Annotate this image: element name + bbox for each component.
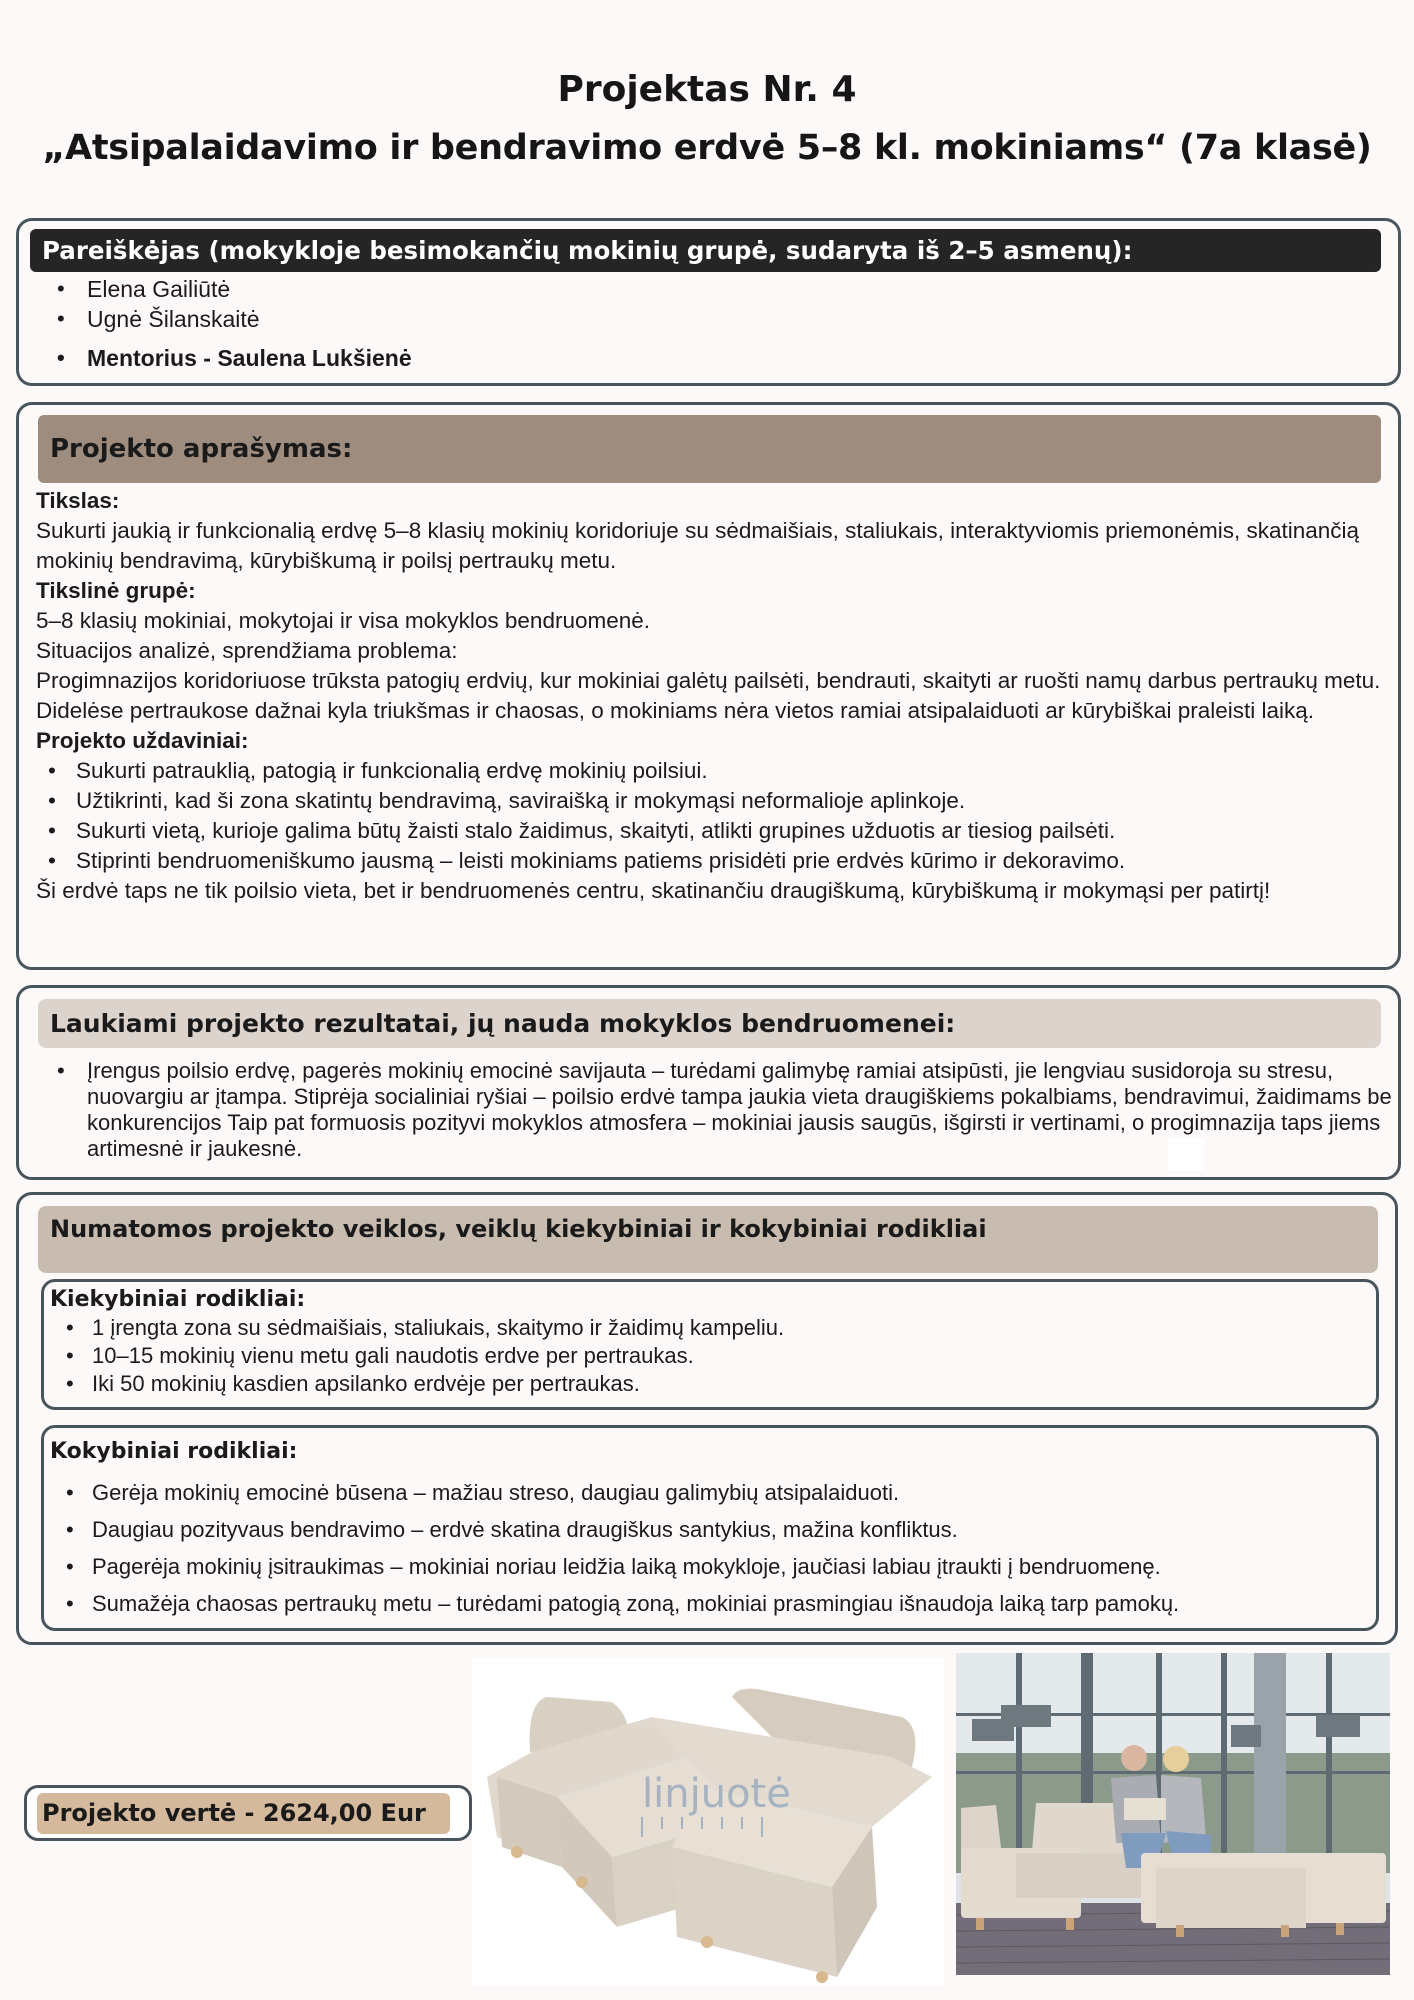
quantitative-indicators [41, 1279, 1379, 1410]
target-group-label: Tikslinė grupė: [36, 578, 196, 603]
results-header: Laukiami projekto rezultatai, jų nauda mokyklos bendruomenei: [38, 999, 1381, 1048]
project-number-heading: Projektas Nr. 4 [557, 69, 857, 110]
qualitative-item: • Gerėja mokinių emocinė būsena – mažiau streso, daugiau galimybių atsipalaiduoti. [60, 1474, 1179, 1511]
qualitative-indicators [41, 1425, 1379, 1631]
goal-label: Tikslas: [36, 488, 120, 513]
situation-label: Situacijos analizė, sprendžiama problema: [36, 638, 458, 663]
qualitative-item: • Pagerėja mokinių įsitraukimas – mokiniai noriau leidžia laiką mokykloje, jaučiasi labiau įtraukti į bendruomenę. [60, 1548, 1179, 1585]
task-item: • Sukurti vietą, kurioje galima būtų žaisti stalo žaidimus, skaityti, atlikti grupines užduotis ar tiesiog pailsėti. [36, 816, 1386, 846]
sofa-product-image [472, 1657, 944, 1985]
sofa-watermark: linjuotė [642, 1771, 791, 1817]
mentor-item: • Mentorius - Saulena Lukšienė [57, 343, 412, 373]
applicant-member: • Ugnė Šilanskaitė [57, 304, 412, 334]
goal-text: Sukurti jaukią ir funkcionalią erdvę 5–8 klasių mokinių koridoriuje su sėdmaišiais, staliukais, interaktyviomis priemonėmis, skatinančią mokinių bendravimą, kūrybiškumą ir poilsį pertraukų metu. [36, 518, 1360, 573]
tasks-list [36, 756, 1386, 876]
task-item: • Stiprinti bendruomeniškumo jausmą – leisti mokiniams patiems prisidėti prie erdvės kūrimo ir dekoravimo. [36, 846, 1386, 876]
qualitative-item: • Sumažėja chaosas pertraukų metu – turėdami patogią zoną, mokiniai prasmingiau išnaudoja laiką tarp pamokų. [60, 1585, 1179, 1622]
activities-header: Numatomos projekto veiklos, veiklų kiekybiniai ir kokybiniai rodikliai [38, 1206, 1378, 1273]
quantitative-list [60, 1314, 784, 1398]
lounge-photo [956, 1653, 1390, 1975]
applicant-header: Pareiškėjas (mokykloje besimokančių mokinių grupė, sudaryta iš 2–5 asmenų): [30, 229, 1381, 272]
quantitative-item: • 10–15 mokinių vienu metu gali naudotis erdve per pertraukas. [60, 1342, 784, 1370]
white-patch [1168, 1138, 1204, 1170]
target-group-text: 5–8 klasių mokiniai, mokytojai ir visa mokyklos bendruomenė. [36, 608, 651, 633]
qualitative-item: • Daugiau pozityvaus bendravimo – erdvė skatina draugiškus santykius, mažina konfliktus. [60, 1511, 1179, 1548]
quantitative-title: Kiekybiniai rodikliai: [50, 1287, 306, 1312]
tasks-label: Projekto uždaviniai: [36, 728, 249, 753]
description-section [16, 402, 1401, 970]
task-item: • Sukurti patrauklią, patogią ir funkcionalią erdvę mokinių poilsiui. [36, 756, 1386, 786]
qualitative-title: Kokybiniai rodikliai: [50, 1439, 298, 1464]
applicant-list [57, 274, 412, 373]
quantitative-item: • Iki 50 mokinių kasdien apsilanko erdvėje per pertraukas. [60, 1370, 784, 1398]
results-text: • Įrengus poilsio erdvę, pagerės mokinių emocinė savijauta – turėdami galimybę ramiai atsipūsti, jie lengviau susidoroja su stresu, nuovargiu ar įtampa. Stiprėja socialiniai ryšiai – poilsio erdvė tampa jaukia vieta draugiškiems pokalbiams, bendravimui, žaidimams be konkurencijos Taip pat formuosis pozityvi mokyklos atmosfera – mokiniai jausis saugūs, išgirsti ir vertinami, o progimnazija taps jiems artimesnė ir jaukesnė. [57, 1058, 1397, 1162]
task-item: • Užtikrinti, kad ši zona skatintų bendravimą, saviraišką ir mokymąsi neformalioje aplinkoje. [36, 786, 1386, 816]
project-name-heading: „Atsipalaidavimo ir bendravimo erdvė 5–8 kl. mokiniams“ (7a klasė) [42, 128, 1372, 168]
situation-text: Progimnazijos koridoriuose trūksta patogių erdvių, kur mokiniai galėtų pailsėti, bendrauti, skaityti ar ruošti namų darbus pertraukų metu. Didelėse pertraukose dažnai kyla triukšmas ir chaosas, o mokiniams nėra vietos ramiai atsipalaiduoti ar kūrybiškai praleisti laiką. [36, 668, 1381, 723]
applicant-section [16, 218, 1401, 386]
activities-section [16, 1192, 1398, 1645]
closing-text: Ši erdvė taps ne tik poilsio vieta, bet ir bendruomenės centru, skatinančiu draugiškumą, kūrybiškumą ir mokymąsi per patirtį! [36, 878, 1271, 903]
applicant-member: • Elena Gailiūtė [57, 274, 412, 304]
page-title [0, 60, 1414, 176]
description-body [36, 486, 1386, 906]
quantitative-item: • 1 įrengta zona su sėdmaišiais, staliukais, skaitymo ir žaidimų kampeliu. [60, 1314, 784, 1342]
description-header: Projekto aprašymas: [38, 415, 1381, 483]
project-value-box [24, 1785, 472, 1841]
project-value-label: Projekto vertė - 2624,00 Eur [37, 1793, 450, 1834]
qualitative-list [60, 1474, 1179, 1622]
